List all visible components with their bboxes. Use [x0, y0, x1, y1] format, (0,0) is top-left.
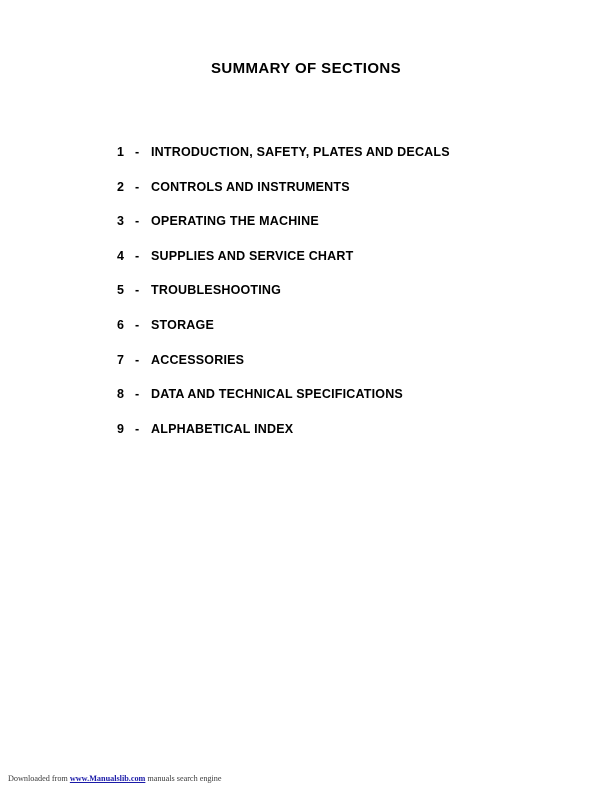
section-label: ACCESSORIES	[151, 352, 245, 367]
list-item[interactable]	[117, 214, 547, 249]
section-dash: -	[135, 387, 140, 402]
section-dash: -	[135, 248, 140, 263]
footer-prefix: Downloaded from	[8, 774, 70, 783]
section-number: 4	[117, 248, 125, 263]
list-item[interactable]	[117, 318, 547, 353]
footer-attribution	[8, 774, 222, 783]
summary-of-sections-list	[117, 145, 547, 456]
page-title: SUMMARY OF SECTIONS	[210, 60, 402, 77]
section-label: STORAGE	[151, 317, 214, 332]
section-label: OPERATING THE MACHINE	[151, 214, 319, 229]
section-number: 9	[117, 421, 125, 436]
section-label: SUPPLIES AND SERVICE CHART	[151, 248, 354, 263]
section-dash: -	[135, 421, 140, 436]
section-dash: -	[135, 283, 140, 298]
section-number: 5	[117, 283, 125, 298]
section-label: CONTROLS AND INSTRUMENTS	[151, 179, 350, 194]
section-label: INTRODUCTION, SAFETY, PLATES AND DECALS	[151, 145, 450, 159]
list-item[interactable]	[117, 422, 547, 457]
list-item[interactable]	[117, 180, 547, 215]
section-number: 3	[117, 214, 125, 229]
section-dash: -	[135, 352, 140, 367]
list-item[interactable]	[117, 283, 547, 318]
section-number: 2	[117, 179, 125, 194]
section-number: 8	[117, 387, 125, 402]
list-item[interactable]	[117, 387, 547, 422]
section-dash: -	[135, 179, 140, 194]
section-dash: -	[135, 145, 140, 159]
section-label: ALPHABETICAL INDEX	[151, 421, 294, 436]
section-number: 1	[117, 145, 125, 159]
list-item[interactable]	[117, 145, 547, 180]
section-number: 7	[117, 352, 125, 367]
footer-suffix: manuals search engine	[145, 774, 222, 783]
section-dash: -	[135, 214, 140, 229]
section-number: 6	[117, 317, 125, 332]
list-item[interactable]	[117, 353, 547, 388]
manualslib-link[interactable]: www.Manualslib.com	[69, 774, 146, 783]
section-label: TROUBLESHOOTING	[151, 283, 282, 298]
section-dash: -	[135, 317, 140, 332]
section-label: DATA AND TECHNICAL SPECIFICATIONS	[151, 387, 403, 402]
list-item[interactable]	[117, 249, 547, 284]
